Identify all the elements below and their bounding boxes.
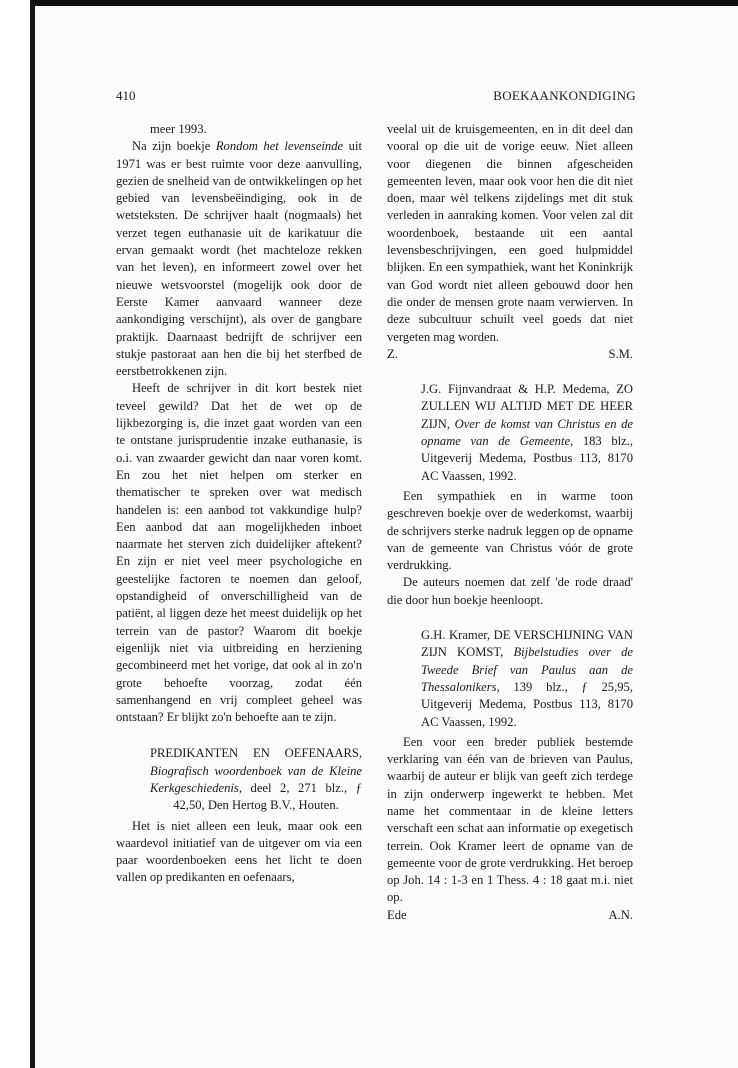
section-title: BOEKAANKONDIGING (493, 88, 636, 103)
signature-2 (387, 907, 633, 924)
entry-title: PREDIKANTEN EN OEFENAARS, (150, 746, 362, 761)
entry-subtitle: Bijbelstudies over de Tweede Brief van Paulus aan de Thessalonikers, (421, 645, 634, 694)
paragraph-rondom-body: uit 1971 was er best ruimte voor deze aanvulling, gezien de snelheid van de ontwikkelingen op het gebied van levensbeëindiging, ook in de wetsteksten. De schrijver haalt (nogmaals) het verzet tegen euthanasie uit de karikatuur die ervan gemaakt wordt (het machteloze rekken van het leven), en informeert zowel over het nieuwe wetsvoorstel (mogelijk ook door de Eerste Kamer aanvaard wanneer deze aankondiging verschijnt), als over de gangbare praktijk. Daarnaast bedrijft de schrijver een stukje pastoraat aan hen die bij het sterfbed de eerstbetrokkenen zijn. (116, 139, 362, 379)
paragraph-auteurs: De auteurs noemen dat zelf 'de rode draad' die door hun boekje heenloopt. (387, 575, 633, 607)
book-title-rondom: Rondom het levenseinde (215, 139, 344, 154)
paragraph-rondom-intro: Na zijn boekje (132, 139, 216, 154)
running-header (116, 88, 636, 106)
entry-details: 139 blz., ƒ 25,95, Uitgeverij Medema, Postbus 113, 8170 AC Vaassen, 1992. (421, 679, 633, 729)
signature-1 (387, 346, 633, 363)
entry-details: deel 2, 271 blz., ƒ 42,50, Den Hertog B.V., Houten. (173, 780, 362, 813)
signature-initials: A.N. (608, 907, 633, 922)
entry-subtitle: Over de komst van Christus en de opname van de Gemeente, (421, 416, 633, 449)
paragraph-meer: meer 1993. (150, 122, 207, 136)
entry-subtitle: Biografisch woordenboek van de Kleine Kerkgeschiedenis, (150, 763, 362, 795)
paragraph-het: Het is niet alleen een leuk, maar ook een waardevol initiatief van de uitgever om via een paar woordenboeken eens het licht te doen vallen op predikanten en oefenaars, (116, 818, 362, 885)
book-entry-kramer (387, 627, 633, 731)
page-number: 410 (116, 88, 136, 103)
paragraph-heeft: Heeft de schrijver in dit kort bestek niet teveel gewild? Dat het de wet op de lijkbezorging is, die inzet gaat worden van een te ontstane jurisprudentie inzake euthanasie, is o.i. van zwaarder gewicht dan naar voren komt. En zou het niet helpen om sterker en thematischer te spreken over wat medisch handelen is: een aanbod tot vakkundige hulp? Een aanbod dat aan mogelijkheden inboet naarmate het sterven zich duidelijker aftekent? En zijn er niet veel meer psychologiche en geestelijke factoren te noemen dan geloof, opstandigheid of onverschilligheid van de patiënt, al liggen deze het meest duidelijk op het terrein van de pastor? Waarom dit boekje eigenlijk niet via uitbreiding en herziening gecombineerd met het vorige, dat ook al in zo'n grote behoefte voorzag, zodat één samenhangend en vrij compleet geheel was ontstaan? Er blijkt zo'n behoefte aan te zijn. (116, 381, 362, 725)
signature-initials: S.M. (608, 346, 633, 361)
paragraph-veelal: veelal uit de kruisgemeenten, en in dit deel dan vooral op die uit de vorige eeuw. Niet alleen voor diegenen die binnen afgescheiden gemeenten leven, maar ook voor hen die dit nìet doen, maar wèl telkens zijdelings met dit stuk verleden in aanraking komen. Voor velen zal dit woordenboek, bestaande uit een aantal levensbeschrijvingen, een goed hulpmiddel blijken. En een sympathiek, want het Koninkrijk van God wordt niet alleen gebouwd door hen die onder de mensen grote naam verwierven. In deze subcultuur schuilt veel goeds dat niet vergeten mag worden. (387, 122, 633, 344)
right-column (387, 121, 633, 924)
entry-details: 183 blz., Uitgeverij Medema, Postbus 113, 8170 AC Vaassen, 1992. (421, 434, 633, 483)
paragraph-rondom (116, 138, 362, 380)
paragraph-breder: Een voor een breder publiek bestemde verklaring van één van de brieven van Paulus, waarbij de auteur er blijk van geeft zich terdege in zijn onderwerp ingewerkt te hebben. Met name het commentaar in de kleine letters verschaft een schat aan informatie op exegetisch terrein. Ook Kramer leert de opname van de gemeente voor de grote verdrukking. Het beroep op Joh. 14 : 1-3 en 1 Thess. 4 : 18 gaat m.i. niet op. (387, 734, 633, 905)
signature-place: Z. (387, 346, 398, 361)
signature-place: Ede (387, 907, 407, 922)
left-column (116, 121, 362, 887)
paragraph-sympathiek: Een sympathiek en in warme toon geschreven boekje over de wederkomst, waarbij de schrijvers sterke nadruk leggen op de opname van de gemeente van Christus vóór de grote verdrukking. (387, 488, 633, 573)
entry-authors-title: J.G. Fijnvandraat & H.P. Medema, ZO ZULLEN WIJ ALTIJD MET DE HEER ZIJN, (421, 382, 633, 431)
book-entry-predikanten (116, 745, 362, 814)
entry-authors-title: G.H. Kramer, DE VERSCHIJNING VAN ZIJN KOMST, (421, 628, 633, 660)
book-entry-fijnvandraat (387, 381, 633, 485)
